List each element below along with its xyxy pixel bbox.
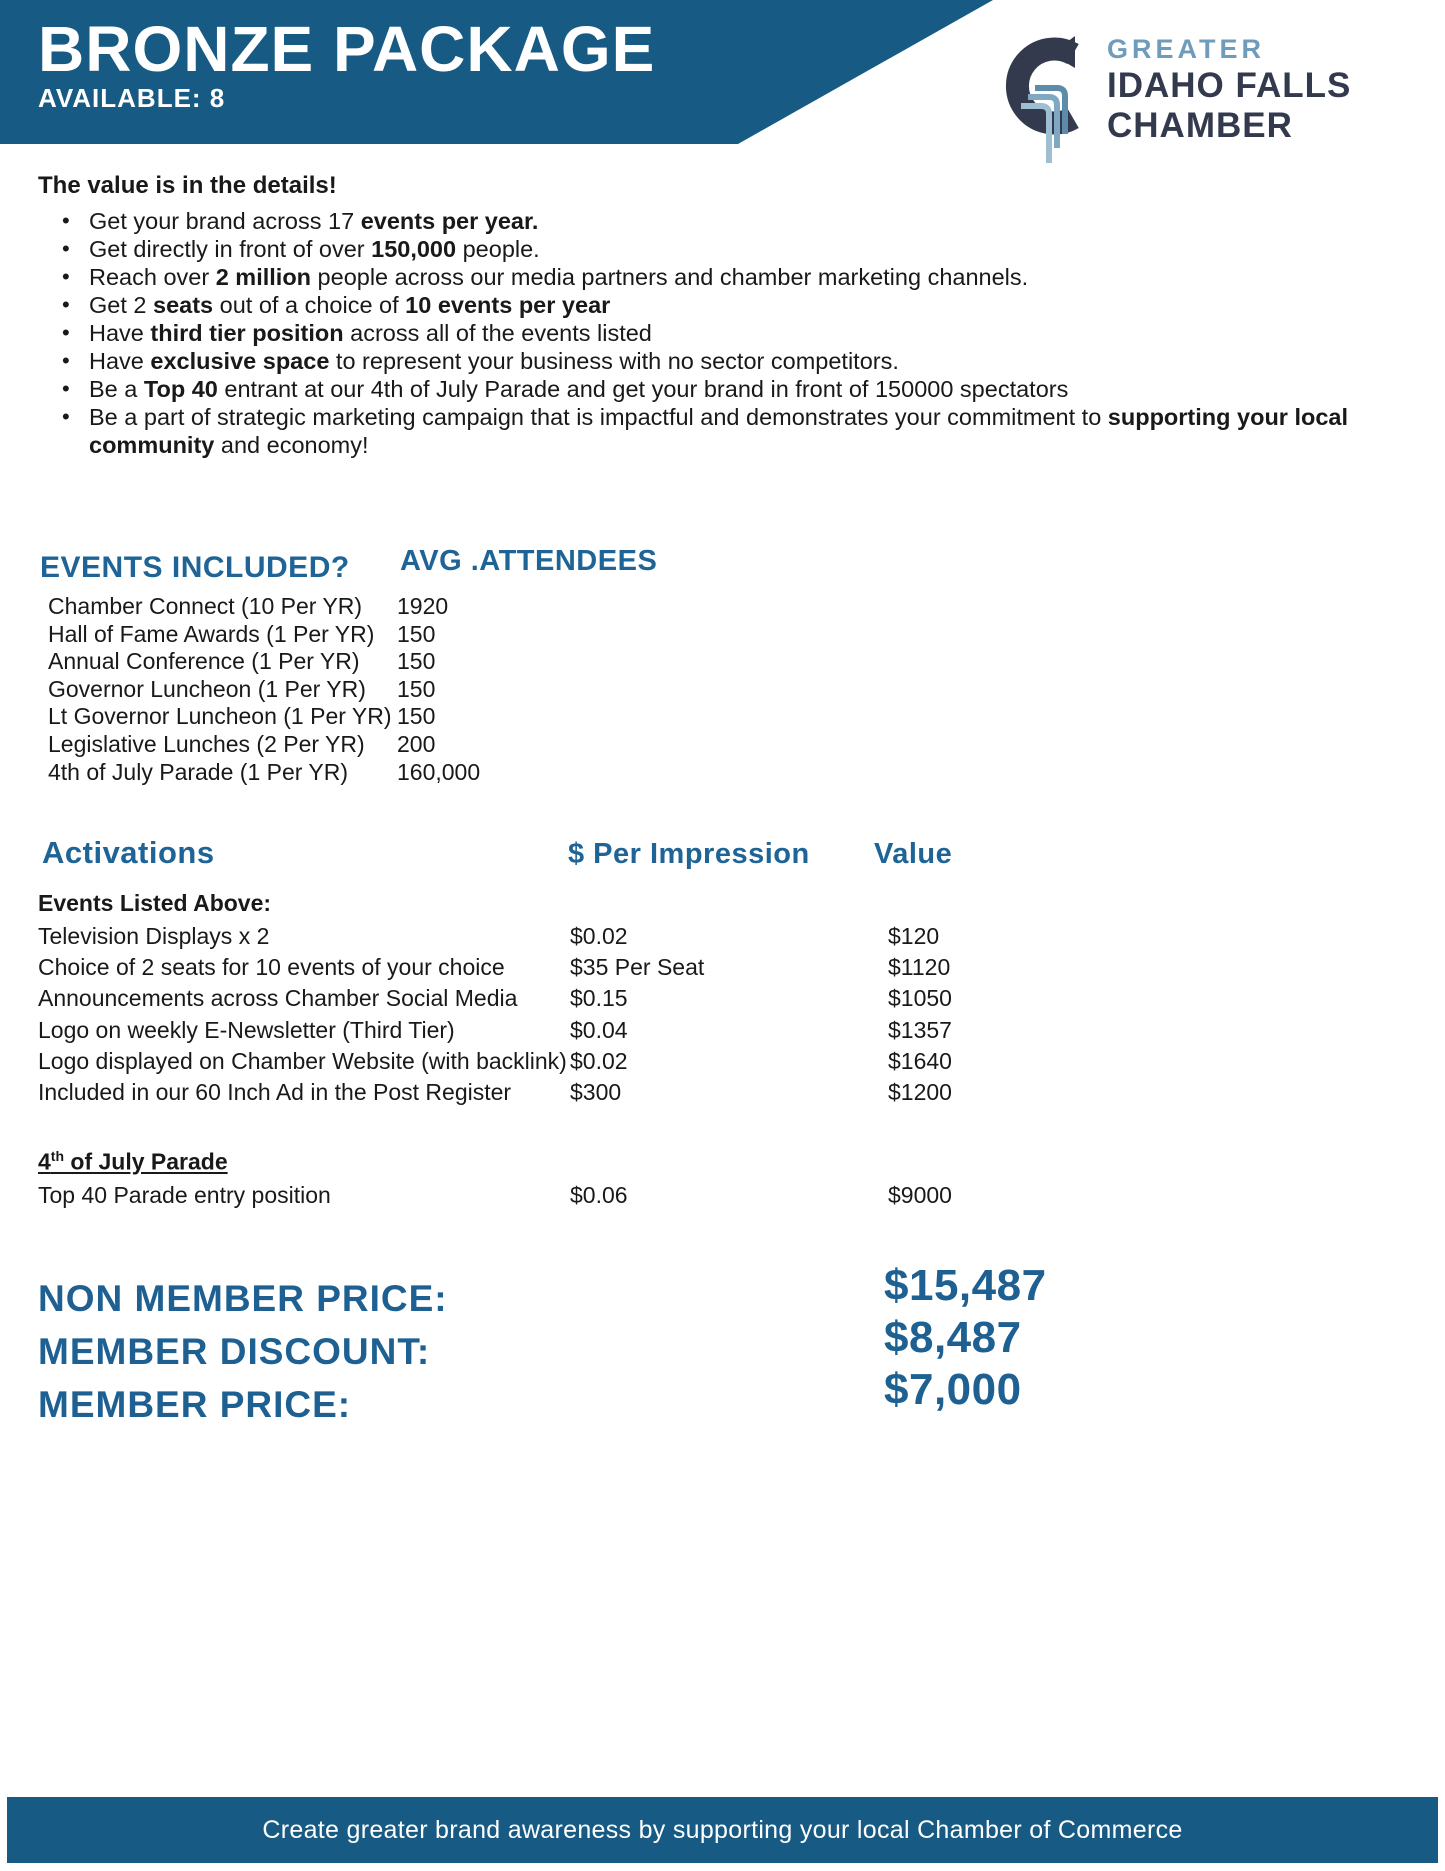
value-column-header: Value: [874, 838, 953, 870]
activation-name: Announcements across Chamber Social Media: [38, 985, 518, 1012]
activation-name: Included in our 60 Inch Ad in the Post Register: [38, 1079, 512, 1106]
bullet-icon: •: [62, 236, 70, 261]
table-row: [38, 1180, 952, 1211]
bullet-segment: Be a: [89, 376, 144, 402]
bullet-text: [89, 236, 540, 262]
events-list: [48, 593, 480, 786]
chamber-logo-text: [1107, 30, 1351, 143]
activation-value: $1640: [888, 1047, 952, 1074]
bullet-segment: Get directly in front of over: [89, 236, 372, 262]
list-item: [38, 375, 1368, 403]
bullet-segment: to represent your business with no sector competitors.: [329, 348, 899, 374]
list-item: [38, 207, 1368, 235]
list-item: [38, 263, 1368, 291]
event-attendees: 150: [397, 675, 436, 702]
pricing-values: [884, 1261, 1047, 1420]
activation-per-impression: $300: [570, 1079, 622, 1106]
bullet-segment: and economy!: [214, 432, 369, 458]
event-attendees: 1920: [397, 593, 449, 619]
bullet-text: [89, 208, 538, 234]
bullet-segment: Be a part of strategic marketing campaign that is impactful and demonstrates your commitment to: [89, 404, 1108, 430]
table-row: [48, 731, 480, 759]
bullet-segment: out of a choice of: [213, 292, 406, 318]
value-bullets-list: [38, 207, 1368, 459]
activation-value: $1357: [888, 1016, 952, 1043]
event-attendees: 150: [397, 620, 436, 647]
table-row: [38, 952, 952, 983]
activation-per-impression: $0.02: [570, 1047, 628, 1074]
event-name: Annual Conference (1 Per YR): [48, 648, 360, 675]
table-row: [38, 921, 952, 952]
list-item: [38, 347, 1368, 375]
list-item: [38, 235, 1368, 263]
event-attendees: 150: [397, 648, 436, 675]
activation-per-impression: $35 Per Seat: [570, 954, 705, 981]
bullet-segment: Have: [89, 320, 151, 346]
price-value: $7,000: [884, 1365, 1022, 1414]
activation-name: Top 40 Parade entry position: [38, 1182, 331, 1208]
bullet-segment: people.: [456, 236, 540, 262]
availability-label: AVAILABLE: 8: [38, 83, 226, 113]
activation-per-impression: $0.15: [570, 985, 628, 1012]
chamber-g-icon: [995, 30, 1095, 165]
bullet-text: [89, 348, 899, 374]
bullet-icon: •: [62, 264, 70, 289]
bullet-text: [89, 404, 1348, 458]
events-listed-above-label: Events Listed Above:: [38, 890, 272, 916]
table-row: [38, 1046, 952, 1077]
footer-banner: [7, 1797, 1438, 1863]
event-name: Lt Governor Luncheon (1 Per YR): [48, 703, 392, 730]
activation-per-impression: $0.04: [570, 1016, 628, 1043]
footer-tagline: Create greater brand awareness by supporting your local Chamber of Commerce: [262, 1815, 1183, 1844]
bullet-icon: •: [62, 320, 70, 345]
price-label: NON MEMBER PRICE:: [38, 1278, 448, 1319]
pricing-labels: [38, 1280, 448, 1439]
bullet-text: [89, 320, 652, 346]
logo-word-idaho-falls: IDAHO FALLS: [1107, 66, 1352, 105]
activation-name: Logo displayed on Chamber Website (with backlink): [38, 1047, 567, 1074]
activation-value: $1050: [888, 985, 952, 1012]
table-row: [48, 703, 480, 731]
bullet-icon: •: [62, 292, 70, 317]
bullet-bold-segment: events per year.: [360, 208, 539, 234]
activation-value: $1120: [888, 954, 951, 981]
event-name: Chamber Connect (10 Per YR): [48, 593, 363, 619]
activation-value: $9000: [888, 1182, 952, 1208]
bullet-segment: Get 2: [89, 292, 154, 318]
july-parade-label: [38, 1148, 228, 1176]
event-name: Legislative Lunches (2 Per YR): [48, 730, 365, 757]
activation-per-impression: $0.02: [570, 923, 628, 949]
table-row: [48, 593, 480, 621]
event-name: 4th of July Parade (1 Per YR): [48, 758, 348, 785]
value-section: [38, 172, 1368, 459]
bullet-segment: Get your brand across 17: [89, 208, 361, 234]
list-item: [38, 403, 1368, 459]
activation-name: Logo on weekly E-Newsletter (Third Tier): [38, 1016, 455, 1043]
logo-word-chamber: CHAMBER: [1107, 106, 1293, 145]
parade-label-rest: of July Parade: [64, 1148, 228, 1175]
bullet-bold-segment: exclusive space: [150, 348, 330, 374]
bullet-bold-segment: seats: [153, 292, 214, 318]
price-value: $15,487: [884, 1261, 1047, 1310]
bullet-icon: •: [62, 376, 70, 401]
activations-heading: Activations: [42, 835, 215, 870]
per-impression-column-header: $ Per Impression: [568, 838, 810, 870]
table-row: [38, 1077, 952, 1108]
bullet-segment: people across our media partners and chamber marketing channels.: [311, 264, 1029, 290]
bullet-bold-segment: 10 events per year: [405, 292, 611, 318]
table-row: [38, 983, 952, 1014]
activation-name: Choice of 2 seats for 10 events of your choice: [38, 954, 505, 981]
list-item: [38, 319, 1368, 347]
bullet-segment: Reach over: [89, 264, 216, 290]
table-row: [48, 759, 480, 787]
price-label: MEMBER PRICE:: [38, 1384, 352, 1425]
table-row: [38, 1015, 952, 1046]
bullet-segment: entrant at our 4th of July Parade and get your brand in front of 150000 spectators: [217, 376, 1069, 402]
table-row: [48, 648, 480, 676]
bullet-text: [89, 264, 1028, 290]
bullet-segment: across all of the events listed: [343, 320, 652, 346]
activation-value: $1200: [888, 1079, 952, 1106]
events-included-heading: EVENTS INCLUDED?: [40, 551, 350, 584]
activation-per-impression: $0.06: [570, 1182, 628, 1208]
activations-rows: [38, 921, 952, 1108]
avg-attendees-heading: AVG .ATTENDEES: [400, 545, 658, 577]
parade-label-ordinal: th: [50, 1148, 65, 1164]
bullet-bold-segment: supporting your local community: [89, 404, 1349, 458]
logo-word-greater: GREATER: [1107, 34, 1266, 64]
event-attendees: 150: [397, 703, 436, 730]
event-attendees: 160,000: [397, 758, 481, 785]
bullet-bold-segment: third tier position: [150, 320, 344, 346]
bullet-bold-segment: Top 40: [143, 376, 218, 402]
event-name: Governor Luncheon (1 Per YR): [48, 675, 366, 702]
price-label: MEMBER DISCOUNT:: [38, 1331, 431, 1372]
parade-rows: [38, 1180, 952, 1211]
table-row: [48, 676, 480, 704]
bullet-icon: •: [62, 208, 70, 233]
activation-name: Television Displays x 2: [38, 923, 270, 949]
bullet-icon: •: [62, 404, 70, 429]
bullet-bold-segment: 2 million: [215, 264, 312, 290]
bullet-bold-segment: 150,000: [371, 236, 457, 262]
parade-label-prefix: 4: [38, 1148, 51, 1175]
event-name: Hall of Fame Awards (1 Per YR): [48, 620, 375, 647]
bullet-text: [89, 376, 1068, 402]
event-attendees: 200: [397, 730, 436, 757]
bullet-text: [89, 292, 610, 318]
activation-value: $120: [888, 923, 940, 949]
list-item: [38, 291, 1368, 319]
chamber-logo: [995, 30, 1351, 165]
header: [38, 13, 656, 114]
price-value: $8,487: [884, 1313, 1022, 1362]
table-row: [48, 621, 480, 649]
page-title: BRONZE PACKAGE: [38, 13, 656, 85]
bullet-icon: •: [62, 348, 70, 373]
bullet-segment: Have: [89, 348, 151, 374]
value-heading: The value is in the details!: [38, 172, 337, 199]
